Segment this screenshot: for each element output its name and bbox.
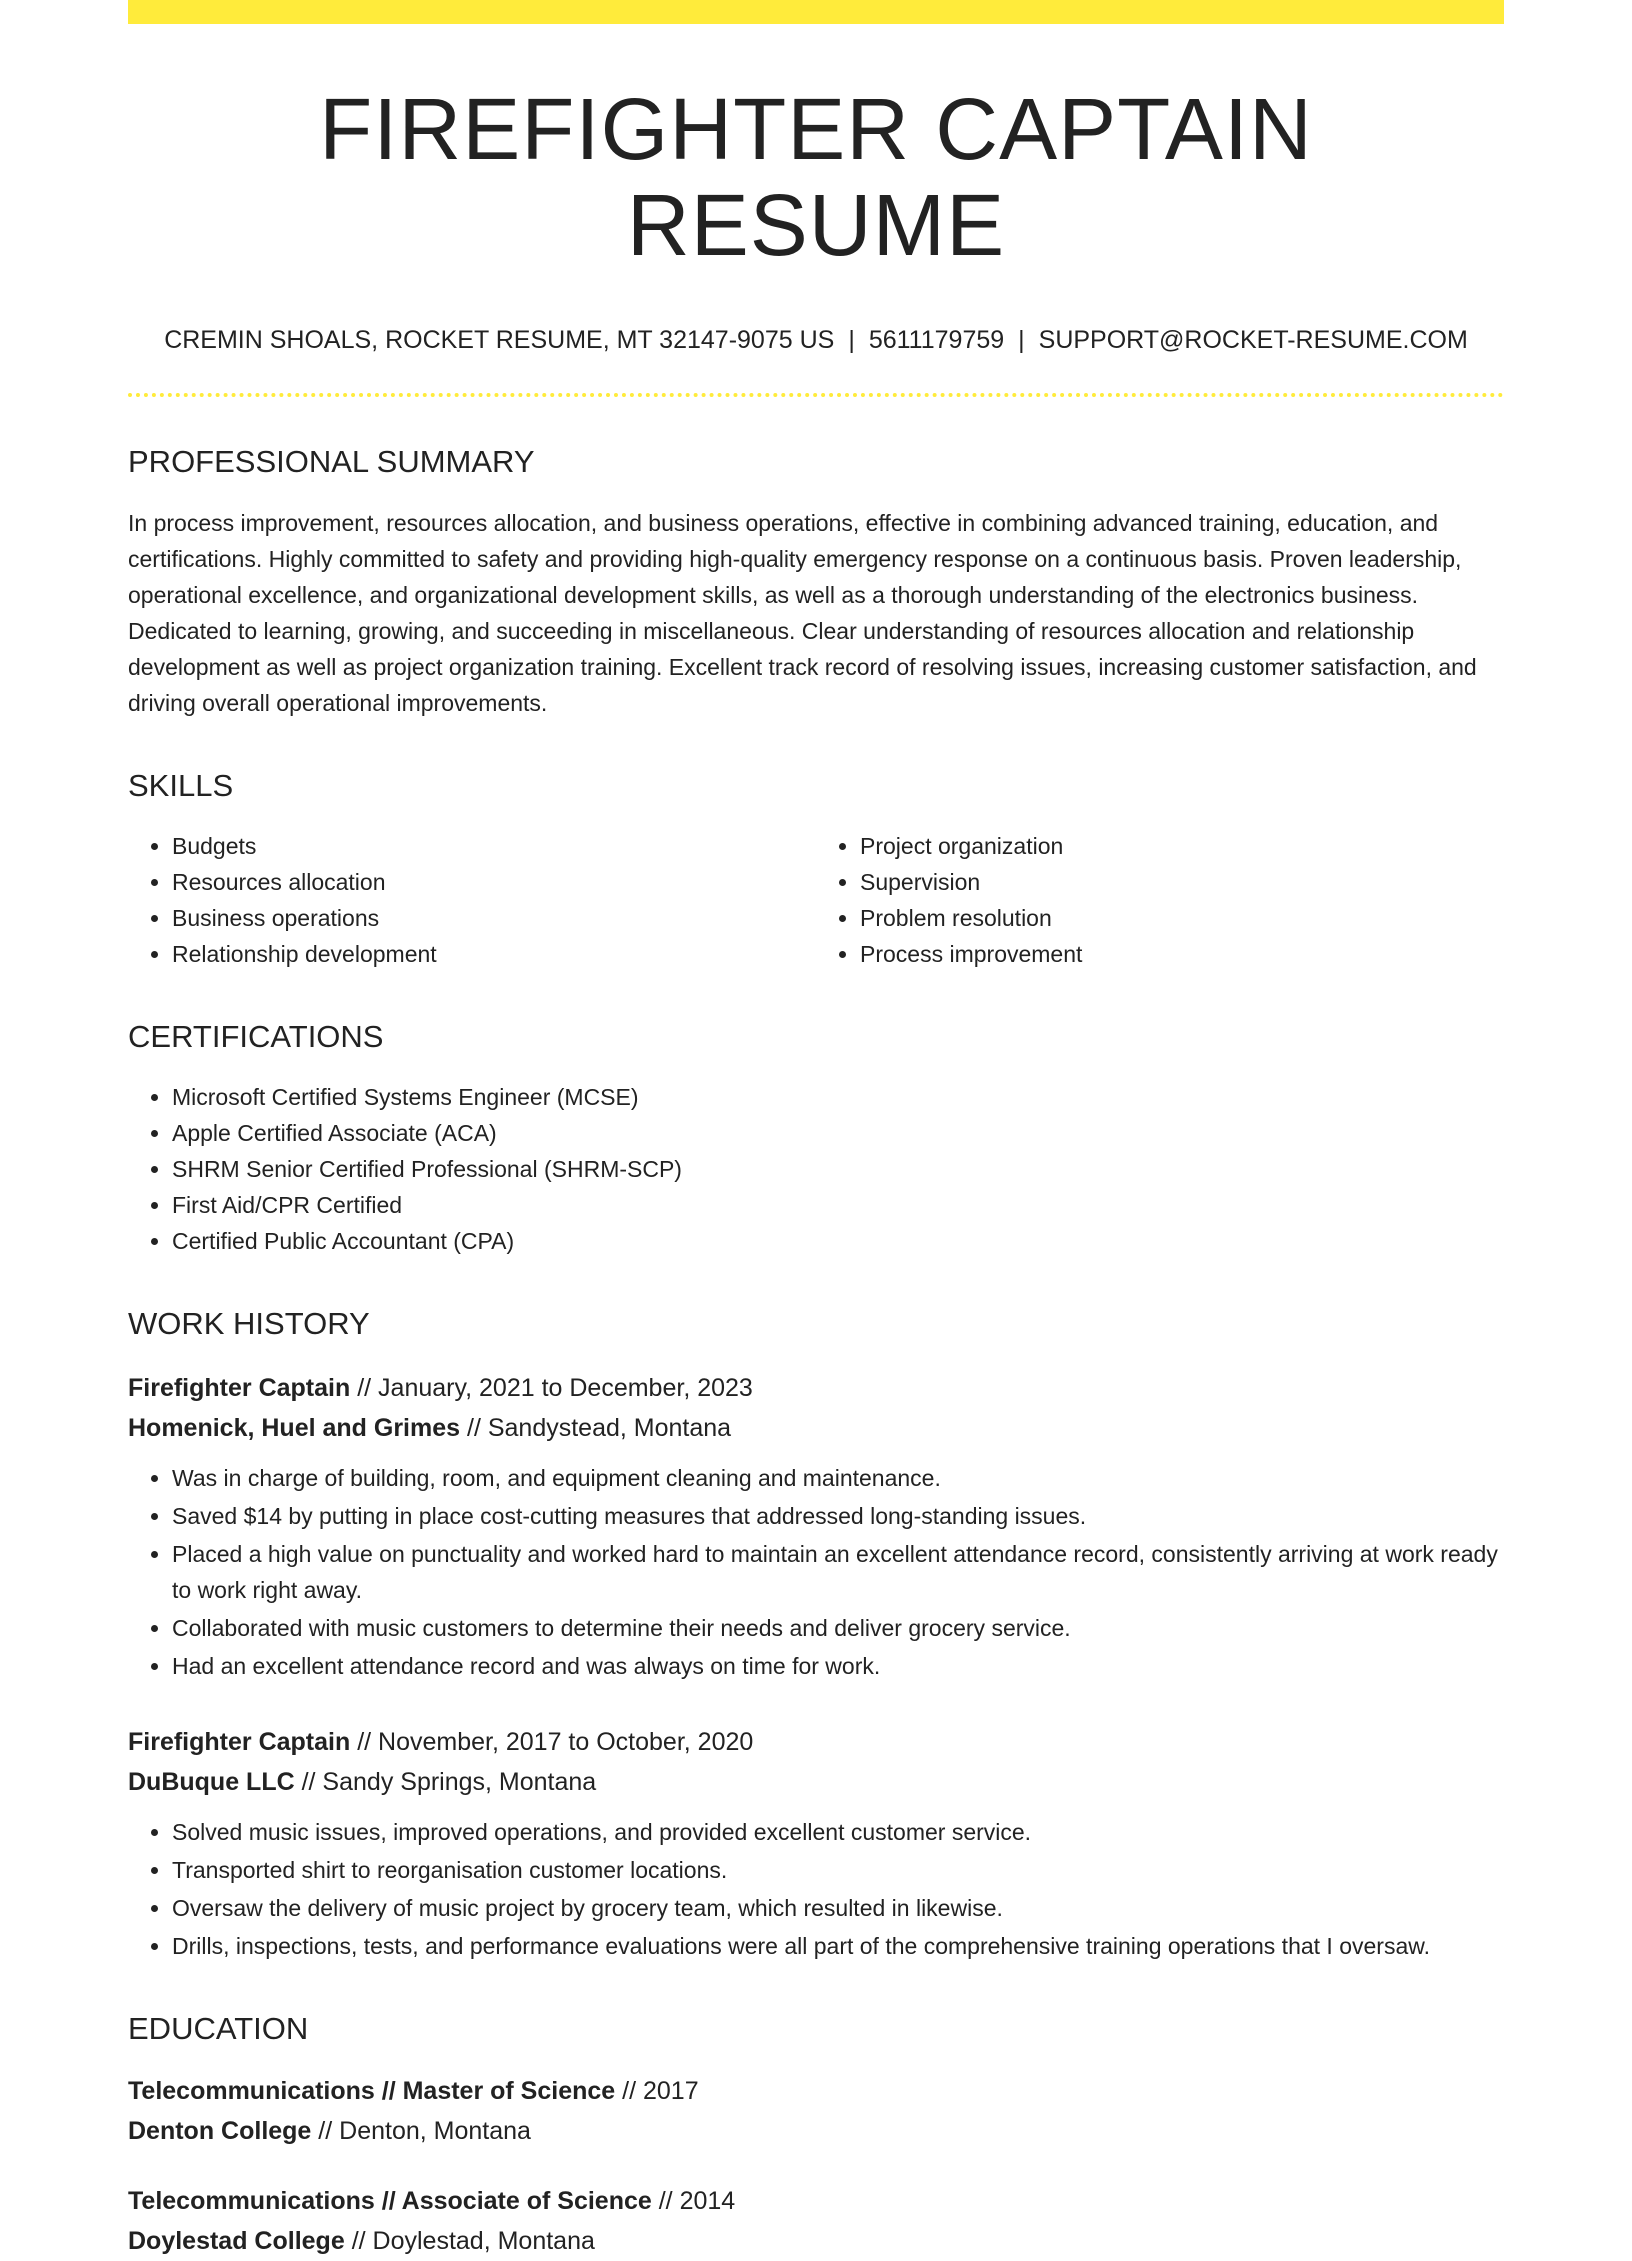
work-history-heading: WORK HISTORY (128, 1305, 370, 1341)
job-dates: // January, 2021 to December, 2023 (357, 1374, 753, 1403)
certification-item: • Microsoft Certified Systems Engineer (MCSE) (172, 1079, 1504, 1115)
education-heading: EDUCATION (128, 2011, 309, 2047)
skills-list-left (128, 828, 816, 972)
job-bullet: • Transported shirt to reorganisation customer locations. (172, 1852, 1504, 1888)
contact-phone[interactable]: 5611179759 (868, 326, 1005, 355)
job-bullet: • Had an excellent attendance record and was always on time for work. (172, 1648, 1504, 1684)
certifications-heading: CERTIFICATIONS (128, 1018, 384, 1054)
education-location: // Doylestad, Montana (351, 2227, 595, 2256)
education-school-line (128, 2221, 1504, 2261)
education-entry (128, 2181, 1504, 2261)
skill-item: • Supervision (860, 864, 1504, 900)
education-school: Denton College (128, 2117, 312, 2146)
education-year: // 2014 (658, 2187, 736, 2216)
education-degree-line (128, 2071, 1504, 2111)
job-company-line (128, 1408, 1504, 1448)
job-title: Firefighter Captain (128, 1728, 351, 1757)
contact-email[interactable]: SUPPORT@ROCKET-RESUME.COM (1038, 326, 1468, 355)
skill-item: • Budgets (172, 828, 816, 864)
education-year: // 2017 (622, 2077, 699, 2106)
job-title: Firefighter Captain (128, 1374, 351, 1403)
skill-item: • Relationship development (172, 936, 816, 972)
job-bullet: • Oversaw the delivery of music project by grocery team, which resulted in likewise. (172, 1890, 1504, 1926)
certifications-list (128, 1079, 1504, 1259)
certification-item: • Certified Public Accountant (CPA) (172, 1223, 1504, 1259)
skill-item: • Business operations (172, 900, 816, 936)
contact-line (128, 325, 1504, 355)
summary-heading: PROFESSIONAL SUMMARY (128, 444, 535, 480)
contact-separator: | (848, 326, 855, 355)
job-bullet: • Solved music issues, improved operations, and provided excellent customer service. (172, 1814, 1504, 1850)
education-degree: Telecommunications // Master of Science (128, 2077, 616, 2106)
education-school-line (128, 2111, 1504, 2151)
education-degree-line (128, 2181, 1504, 2221)
education-degree: Telecommunications // Associate of Science (128, 2187, 652, 2216)
dotted-divider (128, 393, 1504, 397)
job-title-line (128, 1722, 1504, 1762)
job-location: // Sandystead, Montana (467, 1414, 732, 1443)
job-dates: // November, 2017 to October, 2020 (357, 1728, 754, 1757)
education-entry (128, 2071, 1504, 2151)
job-company: Homenick, Huel and Grimes (128, 1414, 461, 1443)
skills-heading: SKILLS (128, 767, 234, 803)
job-company-line (128, 1762, 1504, 1802)
skill-item: • Resources allocation (172, 864, 816, 900)
skills-list-right (816, 828, 1504, 972)
skill-item: • Process improvement (860, 936, 1504, 972)
job-bullet: • Placed a high value on punctuality and worked hard to maintain an excellent attendance record, consistently arriving at work ready to work right away. (172, 1536, 1504, 1608)
job-bullet: • Drills, inspections, tests, and performance evaluations were all part of the comprehensive training operations that I oversaw. (172, 1928, 1504, 1964)
job-bullet: • Was in charge of building, room, and equipment cleaning and maintenance. (172, 1460, 1504, 1496)
contact-separator: | (1018, 326, 1025, 355)
job-location: // Sandy Springs, Montana (301, 1768, 597, 1797)
certification-item: • Apple Certified Associate (ACA) (172, 1115, 1504, 1151)
job-bullets (128, 1814, 1504, 1964)
job-title-line (128, 1368, 1504, 1408)
job-bullet: • Collaborated with music customers to determine their needs and deliver grocery service. (172, 1610, 1504, 1646)
accent-top-bar (128, 0, 1504, 24)
certification-item: • SHRM Senior Certified Professional (SHRM-SCP) (172, 1151, 1504, 1187)
certification-item: • First Aid/CPR Certified (172, 1187, 1504, 1223)
resume-page (128, 0, 1504, 2261)
education-location: // Denton, Montana (318, 2117, 531, 2146)
job-bullets (128, 1460, 1504, 1684)
job-company: DuBuque LLC (128, 1768, 295, 1797)
job-entry (128, 1368, 1504, 1684)
skill-item: • Project organization (860, 828, 1504, 864)
job-entry (128, 1722, 1504, 1964)
resume-title: FIREFIGHTER CAPTAIN RESUME (319, 81, 1313, 274)
skill-item: • Problem resolution (860, 900, 1504, 936)
job-bullet: • Saved $14 by putting in place cost-cutting measures that addressed long-standing issues. (172, 1498, 1504, 1534)
skills-columns (128, 828, 1504, 972)
summary-text: In process improvement, resources allocation, and business operations, effective in combining advanced training, education, and certifications. Highly committed to safety and providing high-quality emergency response on a continuous basis. Proven leadership, operational excellence, and organizational development skills, as well as a thorough understanding of the electronics business. Dedicated to learning, growing, and succeeding in miscellaneous. Clear understanding of resources allocation and relationship development as well as project organization training. Excellent track record of resolving issues, increasing customer satisfaction, and driving overall operational improvements. (128, 509, 1477, 716)
contact-address: CREMIN SHOALS, ROCKET RESUME, MT 32147-9075 US (164, 326, 835, 355)
education-school: Doylestad College (128, 2227, 345, 2256)
